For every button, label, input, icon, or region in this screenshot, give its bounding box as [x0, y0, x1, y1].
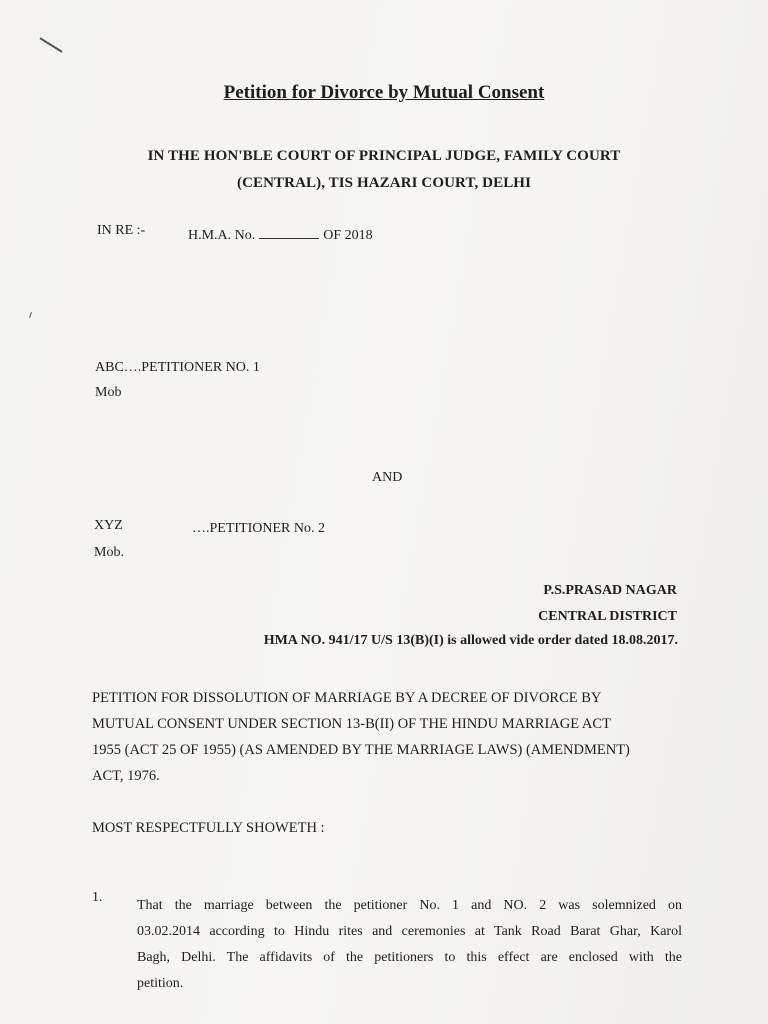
petition-heading-line: PETITION FOR DISSOLUTION OF MARRIAGE BY A DECREE OF DIVORCE BY [92, 690, 602, 706]
document-title: Petition for Divorce by Mutual Consent [223, 82, 545, 103]
showeth-heading: MOST RESPECTFULLY SHOWETH : [92, 820, 325, 836]
petitioner-1-mobile: Mob [95, 385, 122, 400]
prior-order-note: HMA NO. 941/17 U/S 13(B)(I) is allowed vide order dated 18.08.2017. [263, 633, 678, 648]
petitioner-2-mobile: Mob. [94, 545, 124, 560]
paragraph-1 [137, 893, 682, 997]
in-re-label: IN RE :- [97, 223, 146, 238]
petitioner-1: ABC….PETITIONER NO. 1 [95, 360, 260, 375]
case-number-line [188, 226, 373, 244]
pen-mark [29, 312, 32, 318]
pen-mark [39, 37, 62, 52]
paragraph-line: petition. [137, 976, 184, 991]
petition-heading [92, 685, 692, 789]
police-station: P.S.PRASAD NAGAR [543, 583, 677, 598]
petition-heading-line: 1955 (ACT 25 OF 1955) (AS AMENDED BY THE MARRIAGE LAWS) (AMENDMENT) [92, 742, 630, 758]
paragraph-number: 1. [92, 890, 103, 905]
paragraph-line: 03.02.2014 according to Hindu rites and ceremonies at Tank Road Barat Ghar, Karol [137, 924, 682, 939]
case-number-blank [259, 226, 319, 239]
petition-heading-line: MUTUAL CONSENT UNDER SECTION 13-B(II) OF THE HINDU MARRIAGE ACT [92, 716, 611, 732]
court-heading-line-1: IN THE HON'BLE COURT OF PRINCIPAL JUDGE, FAMILY COURT [147, 148, 621, 164]
case-prefix: H.M.A. No. [188, 228, 256, 243]
case-suffix: OF 2018 [323, 228, 373, 243]
police-district: CENTRAL DISTRICT [538, 609, 677, 624]
petitioner-2-role: ….PETITIONER No. 2 [192, 521, 325, 536]
paragraph-line: Bagh, Delhi. The affidavits of the petitioners to this effect are enclosed with the [137, 950, 682, 965]
paragraph-line: That the marriage between the petitioner No. 1 and NO. 2 was solemnized on [137, 898, 682, 913]
petition-heading-line: ACT, 1976. [92, 768, 160, 784]
petitioner-2-name: XYZ [94, 518, 123, 533]
court-heading-line-2: (CENTRAL), TIS HAZARI COURT, DELHI [236, 175, 532, 191]
conjunction-and: AND [372, 470, 403, 485]
